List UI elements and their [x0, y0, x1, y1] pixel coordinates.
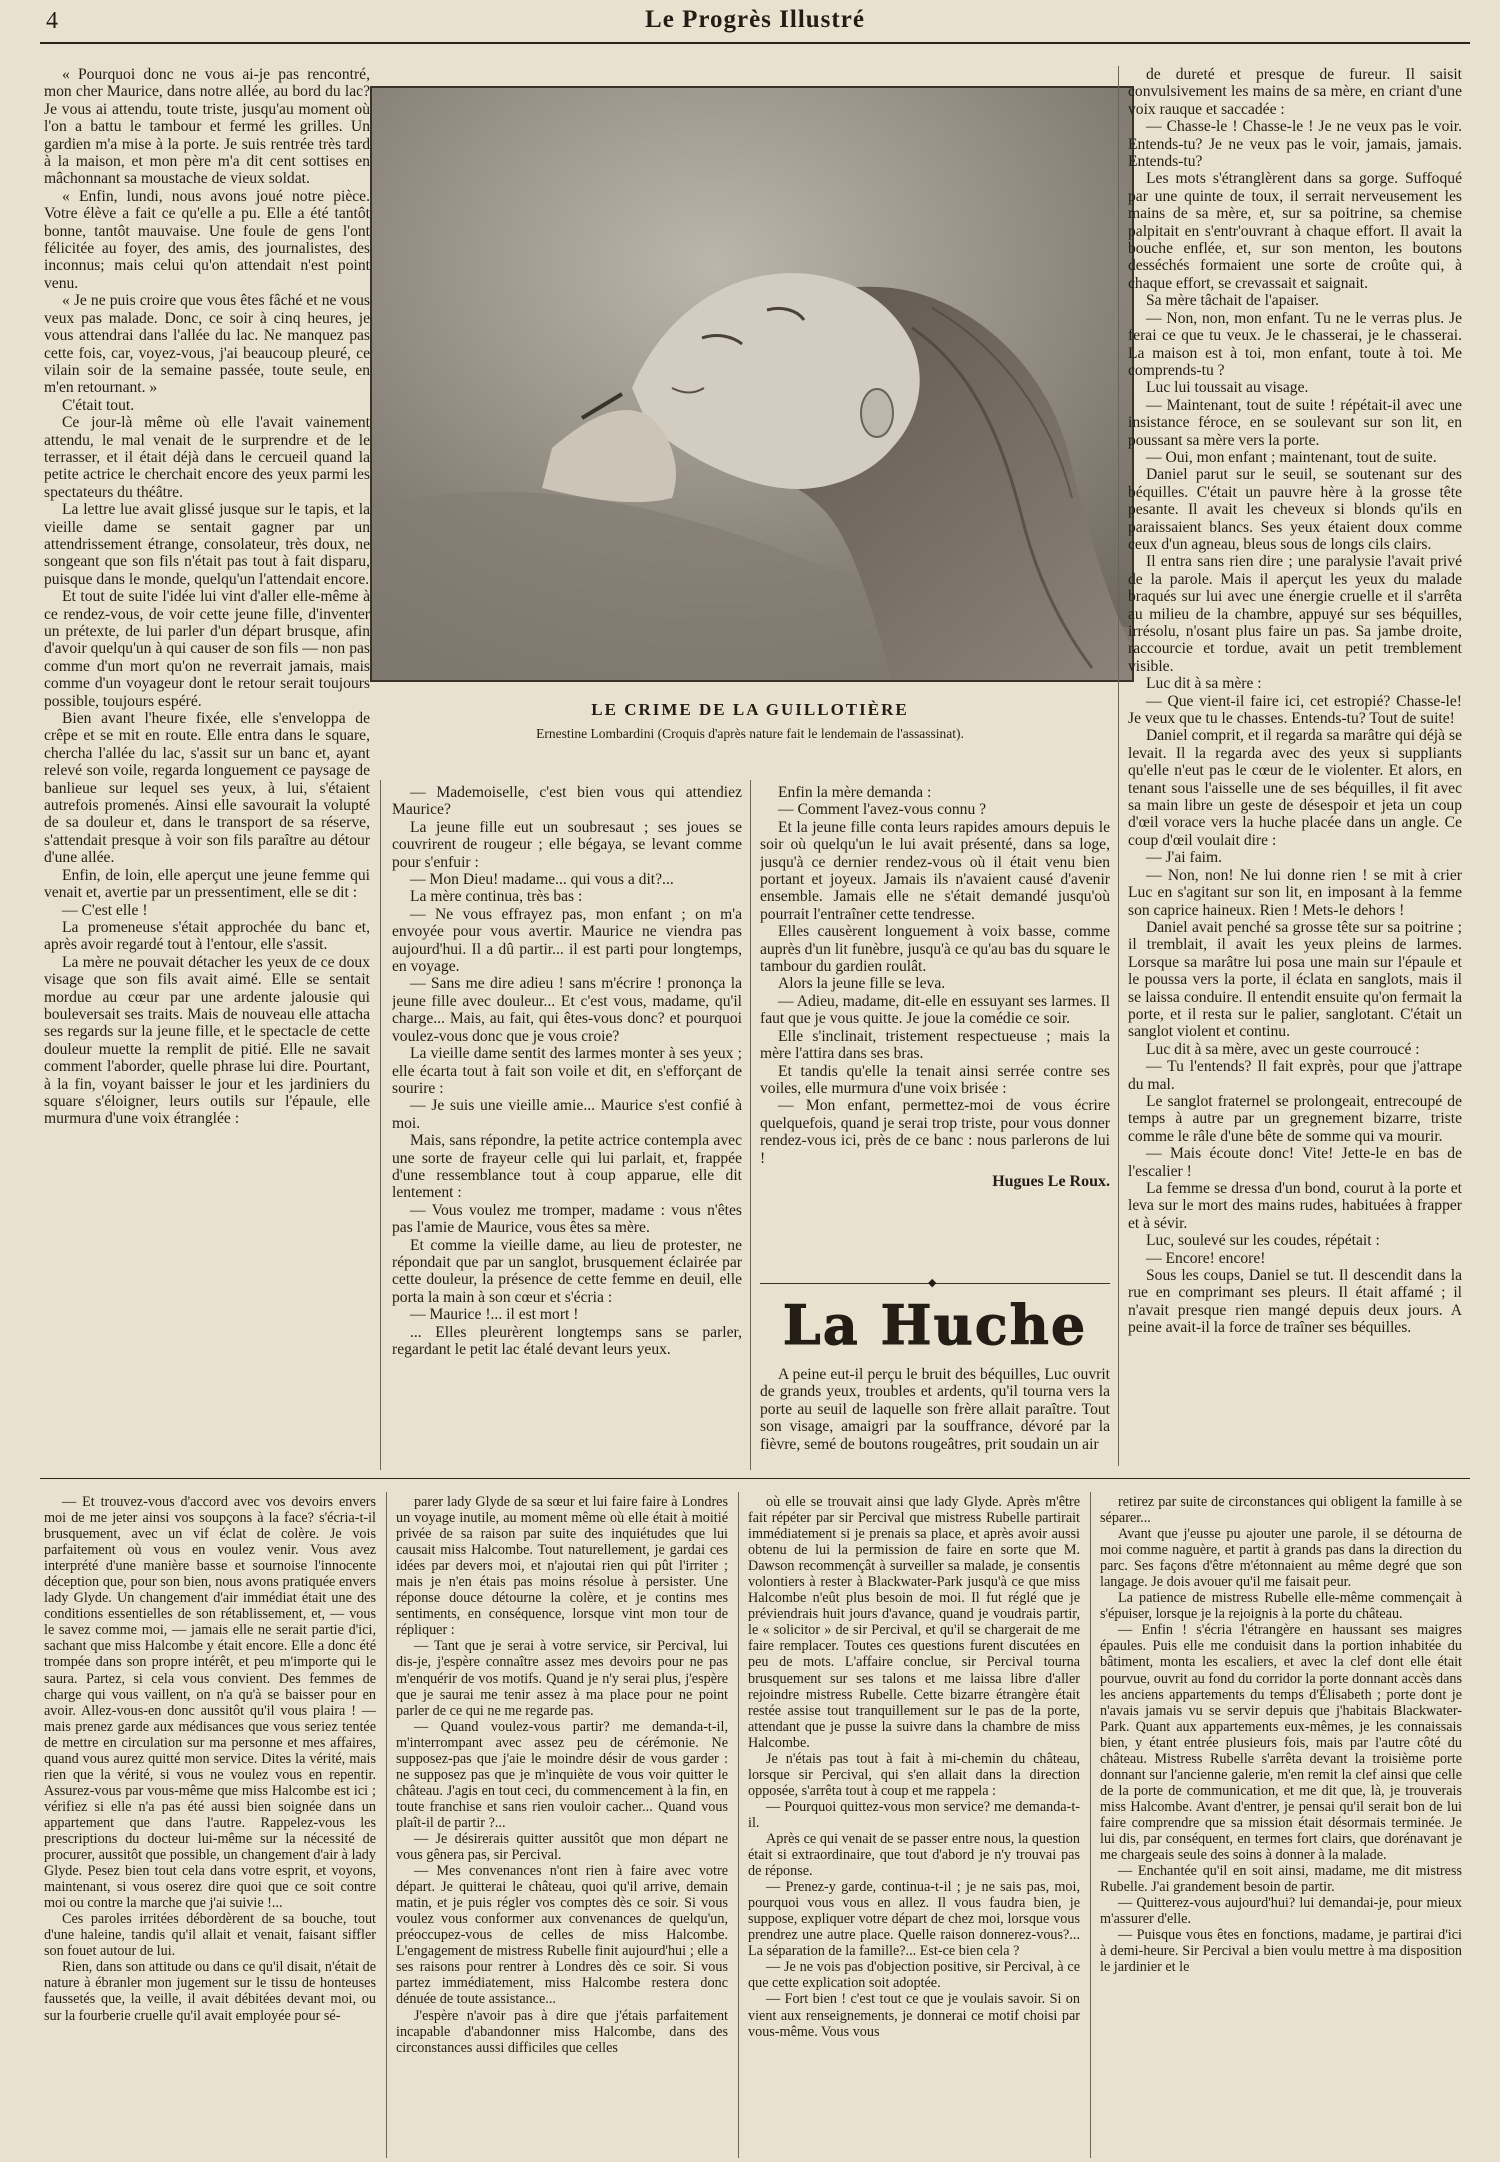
section-rule	[40, 1478, 1470, 1479]
paragraph: — Je suis une vieille amie... Maurice s'est confié à moi.	[392, 1097, 742, 1132]
paragraph: — Sans me dire adieu ! sans m'écrire ! prononça la jeune fille avec douleur... Et c'est vous, madame, qu'il charge... Mais, au fait, qui êtes-vous donc? et pourquoi voulez-vous donc que je vous croie?	[392, 975, 742, 1045]
paragraph: « Enfin, lundi, nous avons joué notre pièce. Votre élève a fait ce qu'elle a pu. Elle a été tantôt bonne, tantôt mauvaise. Une foule de gens l'ont félicitée au foyer, des amis, des journalistes, des inconnus; mais celui qu'on attendait n'est point venu.	[44, 187, 370, 292]
paragraph: — Adieu, madame, dit-elle en essuyant ses larmes. Il faut que je vous quitte. Je joue la comédie ce soir.	[760, 992, 1110, 1028]
paragraph: Elles causèrent longuement à voix basse, comme auprès d'un lit funèbre, jusqu'à ce qu'au bas du square le tambour du gardien roulât.	[760, 923, 1110, 976]
paragraph: Sa mère tâchait de l'apaiser.	[1146, 292, 1319, 310]
feuilleton-column-2	[396, 1494, 728, 2158]
paragraph: Luc, soulevé sur les coudes, répétait :	[1146, 1232, 1380, 1250]
paragraph: — Enchantée qu'il en soit ainsi, madame, me dit mistress Rubelle. J'ai grandement besoin de partir.	[1100, 1863, 1462, 1896]
paragraph: — Je ne vois pas d'objection positive, sir Percival, à ce que cette explication soit adoptée.	[748, 1959, 1080, 1992]
page-number: 4	[46, 8, 58, 34]
paragraph: A peine eut-il perçu le bruit des béquilles, Luc ouvrit de grands yeux, troubles et ardents, qu'il tourna vers la porte au seuil de laquelle son frère allait paraître. Tout son visage, amaigri par la souffrance, dévoré par la fièvre, semé de boutons rougeâtres, prit soudain un air	[760, 1366, 1110, 1453]
paragraph: Après ce qui venait de se passer entre nous, la question était si extraordinaire, que tout d'abord je n'y trouvai pas de réponse.	[748, 1830, 1080, 1880]
header-rule	[40, 42, 1470, 44]
paragraph: J'espère n'avoir pas à dire que j'étais parfaitement incapable d'abandonner miss Halcombe, dans des circonstances aussi difficiles que celles	[396, 2007, 728, 2056]
column-divider	[750, 780, 751, 1470]
paragraph: — Encore! encore!	[1146, 1249, 1266, 1267]
paragraph: — Et trouvez-vous d'accord avec vos devoirs envers moi de me jeter ainsi vos soupçons à la face? s'écria-t-il brusquement, avec un vif éclat de colère. Je vois parfaitement où vous en voulez venir. Vous avez interprété d'une manière basse et sournoise l'innocente déception que, pour son bien, nous avons pratiquée envers lady Glyde. Un changement d'air immédiat était une des conditions essentielles de son rétablissement, et, — vous le savez comme moi, — jamais elle ne serait partie d'ici, sachant que miss Halcombe y était encore. Elle a donc été trompée dans son propre intérêt, et peu m'importe qui le saura. Partez, si cela vous convient. Des femmes de charge qui vous vaillent, on n'a qu'à se baisser pour en avoir. Allez-vous-en donc aussitôt qu'il vous plaira ! — mais prenez garde aux médisances que vous seriez tentée de mettre en circulation sur ma personne et mes affaires, quand vous aurez quitté mon service. Dites la vérité, mais rien que la vérité, si vous ne voulez vous en repentir. Assurez-vous par vous-même que miss Halcombe est ici ; vérifiez si elle n'a pas été aussi bien soignée dans un appartement que dans l'autre. Rappelez-vous les prescriptions du docteur lui-même sur la nécessité de procurer, aussitôt que possible, un changement d'air à lady Glyde. Pesez bien tout cela dans votre esprit, et voyons, maintenant, si vous oserez dire quoi que ce soit contre moi ou contre la marche que j'ai suivie !...	[44, 1494, 376, 1912]
paragraph: Avant que j'eusse pu ajouter une parole, il se détourna de moi comme naguère, et partit à grands pas dans la direction du parc. Ses façons d'être m'étonnaient au même degré que son langage. Je dois avouer qu'il me faisait peur.	[1100, 1526, 1462, 1591]
paragraph: Sous les coups, Daniel se tut. Il descendit dans la rue en comprimant ses pleurs. Il était affamé ; il n'avait presque rien mangé depuis deux jours. A peine avait-il la force de traîner ses béquilles.	[1128, 1267, 1462, 1337]
column-divider	[738, 1492, 739, 2158]
paragraph: — Tu l'entends? Il fait exprès, pour que j'attrape du mal.	[1128, 1058, 1462, 1093]
story-column-1	[44, 66, 370, 1426]
paragraph: — Comment l'avez-vous connu ?	[778, 801, 987, 819]
paragraph: Bien avant l'heure fixée, elle s'enveloppa de crêpe et se mit en route. Elle entra dans le square, chercha l'allée du lac, s'assit sur un banc et, ayant relevé son voile, regarda longuement ce paysage de banlieue sur lequel ses yeux, à lui, s'étaient autrefois promenés. Ainsi elle savourait la volupté de sa douleur et, dans le transport de sa réserve, s'attendait presque à voir son fils paraître au détour d'une allée.	[44, 710, 370, 867]
paragraph: Luc lui toussait au visage.	[1146, 379, 1309, 397]
paragraph: Le sanglot fraternel se prolongeait, entrecoupé de temps à autre par un gregnement bizarre, triste comme le râle d'une bête de somme qui va mourir.	[1128, 1092, 1462, 1145]
paragraph: Et tandis qu'elle la tenait ainsi serrée contre ses voiles, elle murmura d'une voix brisée :	[760, 1062, 1110, 1097]
paragraph: La mère continua, très bas :	[410, 888, 583, 906]
column-divider	[386, 1492, 387, 2158]
paragraph: Enfin, de loin, elle aperçut une jeune femme qui venait et, avertie par un pressentiment, elle se dit :	[44, 866, 370, 902]
paragraph: — Non, non! Ne lui donne rien ! se mit à crier Luc en s'agitant sur son lit, en imposant à la femme son caprice haineux. Rien ! Mets-le dehors !	[1128, 866, 1462, 919]
paragraph: — Non, non, mon enfant. Tu ne le verras plus. Je ferai ce que tu veux. Je le chasserai, je le chasserai. La maison est à toi, mon enfant, toute à toi. Me comprends-tu ?	[1128, 309, 1462, 379]
paragraph: Mais, sans répondre, la petite actrice contempla avec une sorte de frayeur celle qui lui parlait, et, frappée d'une ressemblance tout à coup apparue, elle dit lentement :	[392, 1132, 742, 1202]
figure-credit: Ernestine Lombardini (Croquis d'après nature fait le lendemain de l'assassinat).	[536, 726, 964, 741]
paragraph: Enfin la mère demanda :	[778, 784, 932, 801]
paragraph: Ce jour-là même où elle l'avait vainement attendu, le mal venait de le surprendre et de le terrasser, et il était déjà dans le cercueil quand la petite actrice le cherchait encore des yeux parmi les spectateurs du théâtre.	[44, 414, 370, 501]
author-signature: Hugues Le Roux.	[992, 1172, 1110, 1190]
paragraph: C'était tout.	[62, 396, 135, 414]
paragraph: Daniel parut sur le seuil, se soutenant sur des béquilles. C'était un pauvre hère à la grosse tête pesante. Il avait les cheveux si blonds qu'ils en paraissaient blancs. Ses yeux étaient doux comme ceux d'un agneau, bleus sous de longs cils clairs.	[1128, 466, 1462, 553]
paragraph: « Je ne puis croire que vous êtes fâché et ne vous veux pas malade. Donc, ce soir à cinq heures, je vous attendrai dans l'allée du lac. Ne manquez pas cette fois, car, voyez-vous, j'ai beaucoup pleuré, ce vilain soir de la semaine passée, toute seule, en m'en retournant. »	[44, 292, 370, 397]
paragraph: — Enfin ! s'écria l'étrangère en haussant ses maigres épaules. Puis elle me conduisit dans la portion inhabitée du bâtiment, monta les escaliers, et avec la clef dont elle était pourvue, ouvrit au fond du corridor la porte donnant accès dans les anciens appartements du temps d'Élisabeth ; porte dont je n'avais jamais vu se servir depuis que j'habitais Blackwater-Park. Quant aux appartements eux-mêmes, je les connaissais bien, y étant entrée plusieurs fois, mais par l'autre côté du château. Mistress Rubelle s'arrêta devant la troisième porte donnant sur l'ancienne galerie, m'en remit la clef ainsi que celle de la porte de communication, et me dit que, là, je trouverais miss Halcombe. Avant d'entrer, je pensai qu'il serait bon de lui faire comprendre que sa mission était désormais terminée. Je lui dis, par conséquent, en termes fort clairs, que dorénavant je me chargeais seule des soins à donner à la malade.	[1100, 1622, 1462, 1864]
paragraph: où elle se trouvait ainsi que lady Glyde. Après m'être fait répéter par sir Percival que mistress Rubelle partirait immédiatement si je prenais sa place, et après avoir aussi obtenu de lui la permission de faire en sorte que M. Dawson recommençât à surveiller sa malade, je consentis volontiers à rester à Blackwater-Park jusqu'à ce que miss Halcombe n'eût plus besoin de moi. Il fut réglé que je préviendrais huit jours d'avance, quand je voudrais partir, le « solicitor » de sir Percival, et qu'il se chargerait de me faire remplacer. Toutes ces questions furent discutées en peu de mots. L'affaire conclue, sir Percival tourna brusquement sur ses talons et me laissa libre d'aller rejoindre mistress Rubelle. Cette bizarre étrangère était restée assise tout tranquillement sur le pas de la porte, attendant que je pusse la suivre dans la chambre de miss Halcombe.	[748, 1494, 1080, 1751]
separator-ornament: ◆	[760, 1283, 1110, 1284]
story-column-2	[392, 784, 742, 1466]
paragraph: — C'est elle !	[62, 901, 148, 919]
feuilleton-column-1	[44, 1494, 376, 2158]
huche-column-2	[1128, 66, 1462, 1466]
paragraph: — Mais écoute donc! Vite! Jette-le en bas de l'escalier !	[1128, 1145, 1462, 1180]
paragraph: — Chasse-le ! Chasse-le ! Je ne veux pas le voir. Entends-tu? Je ne veux pas le voir, jamais, jamais. Entends-tu?	[1128, 118, 1462, 171]
paragraph: Et tout de suite l'idée lui vint d'aller elle-même à ce rendez-vous, de voir cette jeune fille, d'inventer un prétexte, de lui parler d'un départ brusque, afin d'avoir quelqu'un à qui causer de son fils — non pas comme d'un mort qu'on ne reverrait jamais, mais comme d'un voyageur dont le retour serait toujours possible, toujours espéré.	[44, 588, 370, 710]
paragraph: — Maintenant, tout de suite ! répétait-il avec une insistance féroce, en se soulevant sur son lit, en poussant sa mère vers la porte.	[1128, 396, 1462, 449]
paragraph: — Mademoiselle, c'est bien vous qui attendiez Maurice?	[392, 784, 742, 819]
story-column-3-text	[760, 784, 1110, 1167]
paragraph: Luc dit à sa mère :	[1146, 675, 1262, 693]
paragraph: — Quitterez-vous aujourd'hui? lui demandai-je, pour mieux m'assurer d'elle.	[1100, 1895, 1462, 1928]
paragraph: parer lady Glyde de sa sœur et lui faire faire à Londres un voyage inutile, au moment même où elle était à moitié privée de sa raison par suite des inquiétudes que lui causait miss Halcombe. Tout naturellement, je gardai ces idées par devers moi, et n'ajoutai rien qui pût l'irriter ; mais je n'en étais pas moins résolue à persister. Une réponse douce détourne la colère, et je contins mes sentiments, en conséquence, lorsque vint mon tour de répliquer :	[396, 1494, 728, 1639]
figure-title: LE CRIME DE LA GUILLOTIÈRE	[591, 700, 909, 719]
paragraph: Daniel avait penché sa grosse tête sur sa poitrine ; il tremblait, il avait les yeux pleins de larmes. Lorsque sa marâtre lui posa une main sur l'épaule et le poussa vers la porte, il éclata en sanglots, mais il se laissa conduire. Il entendit ensuite qu'on fermait la porte, et il resta sur le palier, sanglotant. C'était un sanglot violent et continu.	[1128, 918, 1462, 1041]
paragraph: — Prenez-y garde, continua-t-il ; je ne sais pas, moi, pourquoi vous vous en allez. Il vous faudra bien, je suppose, expliquer votre départ de chez moi, lorsque vous prendrez une autre place. Quelle raison donnerez-vous?... La séparation de la famille?... Est-ce bien cela ?	[748, 1879, 1080, 1960]
page-header	[40, 6, 1470, 38]
paragraph: — Mon enfant, permettez-moi de vous écrire quelquefois, quand je serai trop triste, pour vous donner rendez-vous ici, près de ce banc : nous parlerons de lui !	[760, 1097, 1110, 1167]
column-divider	[1090, 1492, 1091, 2158]
feuilleton-column-4	[1100, 1494, 1462, 2158]
paragraph: Elle s'inclinait, tristement respectueuse ; mais la mère l'attira dans ses bras.	[760, 1027, 1110, 1063]
paragraph: — Mes convenances n'ont rien à faire avec votre départ. Je quitterai le château, quoi qu'il arrive, demain matin, et je puis régler vos comptes dès ce soir. Si vous voulez vous conformer aux convenances de quelqu'un, préoccupez-vous de celles de miss Halcombe. L'engagement de mistress Rubelle finit aujourd'hui ; elle a ses raisons pour rentrer à Londres dès ce soir. Si vous partez immédiatement, miss Halcombe restera donc dénuée de toute assistance...	[396, 1863, 728, 2008]
column-divider	[1118, 66, 1119, 1466]
paragraph: — J'ai faim.	[1146, 849, 1222, 867]
paragraph: — Fort bien ! c'est tout ce que je voulais savoir. Si on vient aux renseignements, je donnerai ce motif choisi par vous-même. Vous vous	[748, 1991, 1080, 2040]
paragraph: — Puisque vous êtes en fonctions, madame, je partirai d'ici à demi-heure. Sir Percival a bien voulu mettre à ma disposition le jardinier et le	[1100, 1927, 1462, 1976]
paragraph: La vieille dame sentit des larmes monter à ses yeux ; elle écarta tout à fait son voile et dit, en s'efforçant de sourire :	[392, 1045, 742, 1097]
paragraph: La patience de mistress Rubelle elle-même commençait à s'épuiser, lorsque je la rejoignis à la porte du château.	[1100, 1590, 1462, 1623]
paragraph: Et comme la vieille dame, au lieu de protester, ne répondait que par un sanglot, brusquement éclairée par cette douleur, la présence de cette femme en deuil, elle porta la main à son cœur et s'écria :	[392, 1236, 742, 1306]
paragraph: Et la jeune fille conta leurs rapides amours depuis le soir où quelqu'un le lui avait présenté, dans sa loge, jusqu'à ce dernier rendez-vous où il était venu bien portant et joyeux. Jamais ils n'avaient causé d'avenir ensemble. Jamais elle ne s'était demandé jusqu'où pourrait l'entraîner cette tendresse.	[760, 818, 1110, 923]
paragraph: « Pourquoi donc ne vous ai-je pas rencontré, mon cher Maurice, dans notre allée, au bord du lac? Je vous ai attendu, toute triste, jusqu'au moment où l'on a battu le tambour et fermé les grilles. Un gardien m'a mise à la porte. Je suis rentrée très tard à la maison, et mon père m'a dit cent sottises en mâchonnant sa moustache de vieux soldat.	[44, 66, 370, 188]
story-column-3	[760, 784, 1110, 1284]
paragraph: ... Elles pleurèrent longtemps sans se parler, regardant le petit lac étalé devant leurs yeux.	[392, 1323, 742, 1358]
paragraph: Les mots s'étranglèrent dans sa gorge. Suffoqué par une quinte de toux, il serrait nerveusement les mains de sa mère, et, sur sa poitrine, sa chemise palpitait en s'entr'ouvrant à chaque effort. Il avait la bouche enflée, et, sur son menton, les boutons desséchés formaient une sorte de croûte qui, à chaque effort, se crevassait et saignait.	[1128, 170, 1462, 292]
paragraph: Rien, dans son attitude ou dans ce qu'il disait, n'était de nature à ébranler mon jugement sur le tissu de honteuses faussetés que, la veille, il avait débitées devant moi, ou sur la fourberie cruelle qu'il avait employée pour sé-	[44, 1959, 376, 2024]
paragraph: Il entra sans rien dire ; une paralysie l'avait privé de la parole. Mais il aperçut les yeux du malade braqués sur lui avec une énergie cruelle et il s'arrêta au milieu de la chambre, appuyé sur ses béquilles, irrésolu, n'osant plus faire un pas. Sa jambe droite, raccourcie et tordue, avait un petit tremblement visible.	[1128, 553, 1462, 675]
paragraph: Je n'étais pas tout à fait à mi-chemin du château, lorsque sir Percival, qui s'en allait dans la direction opposée, s'arrêta tout à coup et me rappela :	[748, 1750, 1080, 1799]
paragraph: — Vous voulez me tromper, madame : vous n'êtes pas l'amie de Maurice, vous êtes sa mère.	[392, 1201, 742, 1237]
paragraph: La lettre lue avait glissé jusque sur le tapis, et la vieille dame se sentait gagner par un attendrissement étrange, consolateur, très doux, ne songeant que son fils n'était pas tout à fait disparu, puisque dans le monde, quelqu'un l'attendait encore.	[44, 501, 370, 588]
paragraph: — Tant que je serai à votre service, sir Percival, lui dis-je, j'espère connaître assez mes devoirs pour ne pas m'enquérir de vos motifs. Quand je n'y serai plus, j'espère que je saurai me tenir assez à ma place pour ne point parler de ce qui ne me regarde pas.	[396, 1638, 728, 1719]
la-huche-title: La Huche	[782, 1293, 1088, 1357]
newspaper-title: Le Progrès Illustré	[645, 6, 865, 33]
illustration-sleeping-woman	[370, 86, 1134, 682]
column-divider	[380, 780, 381, 1470]
paragraph: Ces paroles irritées débordèrent de sa bouche, tout d'une haleine, tandis qu'il allait et venait, faisant siffler son fouet autour de lui.	[44, 1911, 376, 1960]
paragraph: La promeneuse s'était approchée du banc et, après avoir regardé tout à l'entour, elle s'assit.	[44, 918, 370, 954]
paragraph: — Mon Dieu! madame... qui vous a dit?...	[410, 871, 674, 889]
paragraph: La femme se dressa d'un bond, courut à la porte et leva sur le mort des mains rudes, habituées à frapper et à sévir.	[1128, 1180, 1462, 1232]
paragraph: retirez par suite de circonstances qui obligent la famille à se séparer...	[1100, 1494, 1462, 1527]
paragraph: Luc dit à sa mère, avec un geste courroucé :	[1146, 1040, 1420, 1058]
paragraph: — Quand voulez-vous partir? me demanda-t-il, m'interrompant avec assez peu de cérémonie. Ne supposez-pas que j'aie le moindre désir de vous garder : ne supposez pas que je m'inquiète de vous voir quitter le château. J'agis en tout ceci, du commencement à la fin, en toute franchise et sans rien vouloir cacher... Quand vous plaît-il de partir ?...	[396, 1718, 728, 1831]
paragraph: Alors la jeune fille se leva.	[778, 975, 946, 993]
paragraph: de dureté et presque de fureur. Il saisit convulsivement les mains de sa mère, en criant d'une voix rauque et saccadée :	[1128, 66, 1462, 118]
feuilleton-column-3	[748, 1494, 1080, 2158]
paragraph: — Ne vous effrayez pas, mon enfant ; on m'a envoyée pour vous avertir. Maurice ne viendra pas aujourd'hui. Il a dû partir... il est parti pour longtemps, en voyage.	[392, 905, 742, 976]
paragraph: Daniel comprit, et il regarda sa marâtre qui déjà se levait. Il la regarda avec des yeux si suppliants qu'elle n'eut pas le cœur de le violenter. Et alors, en tenant sous l'aisselle une de ses béquilles, il fit avec sa main libre un geste de désespoir et jeta un coup d'œil vorace vers la huche placée dans un angle. Ce coup d'œil voulait dire :	[1128, 727, 1462, 849]
huche-column-1	[760, 1366, 1110, 1466]
paragraph: La mère ne pouvait détacher les yeux de ce doux visage que son fils avait aimé. Elle se sentait mordue au cœur par une ardente jalousie qui bouleversait ses traits. Mais de nouveau elle attacha ses regards sur la jeune fille, et le spectacle de cette douleur muette la remplit de pitié. Elle ne savait comment l'aborder, quelle phrase lui dire. Pourtant, à la fin, voyant baisser le jour et les jardiniers du square s'éloigner, leurs outils sur l'épaule, elle murmura d'une voix étranglée :	[44, 953, 370, 1128]
paragraph: — Je désirerais quitter aussitôt que mon départ ne vous gênera pas, sir Percival.	[396, 1830, 728, 1864]
figure-caption	[370, 700, 1130, 742]
paragraph: — Oui, mon enfant ; maintenant, tout de suite.	[1146, 448, 1437, 466]
paragraph: — Pourquoi quittez-vous mon service? me demanda-t-il.	[748, 1798, 1080, 1831]
paragraph: — Que vient-il faire ici, cet estropié? Chasse-le! Je veux que tu le chasses. Entends-tu? Tout de suite!	[1128, 692, 1462, 728]
paragraph: — Maurice !... il est mort !	[410, 1306, 579, 1324]
paragraph: La jeune fille eut un soubresaut ; ses joues se couvrirent de rougeur ; elle bégaya, se levant comme pour s'enfuir :	[392, 818, 742, 871]
